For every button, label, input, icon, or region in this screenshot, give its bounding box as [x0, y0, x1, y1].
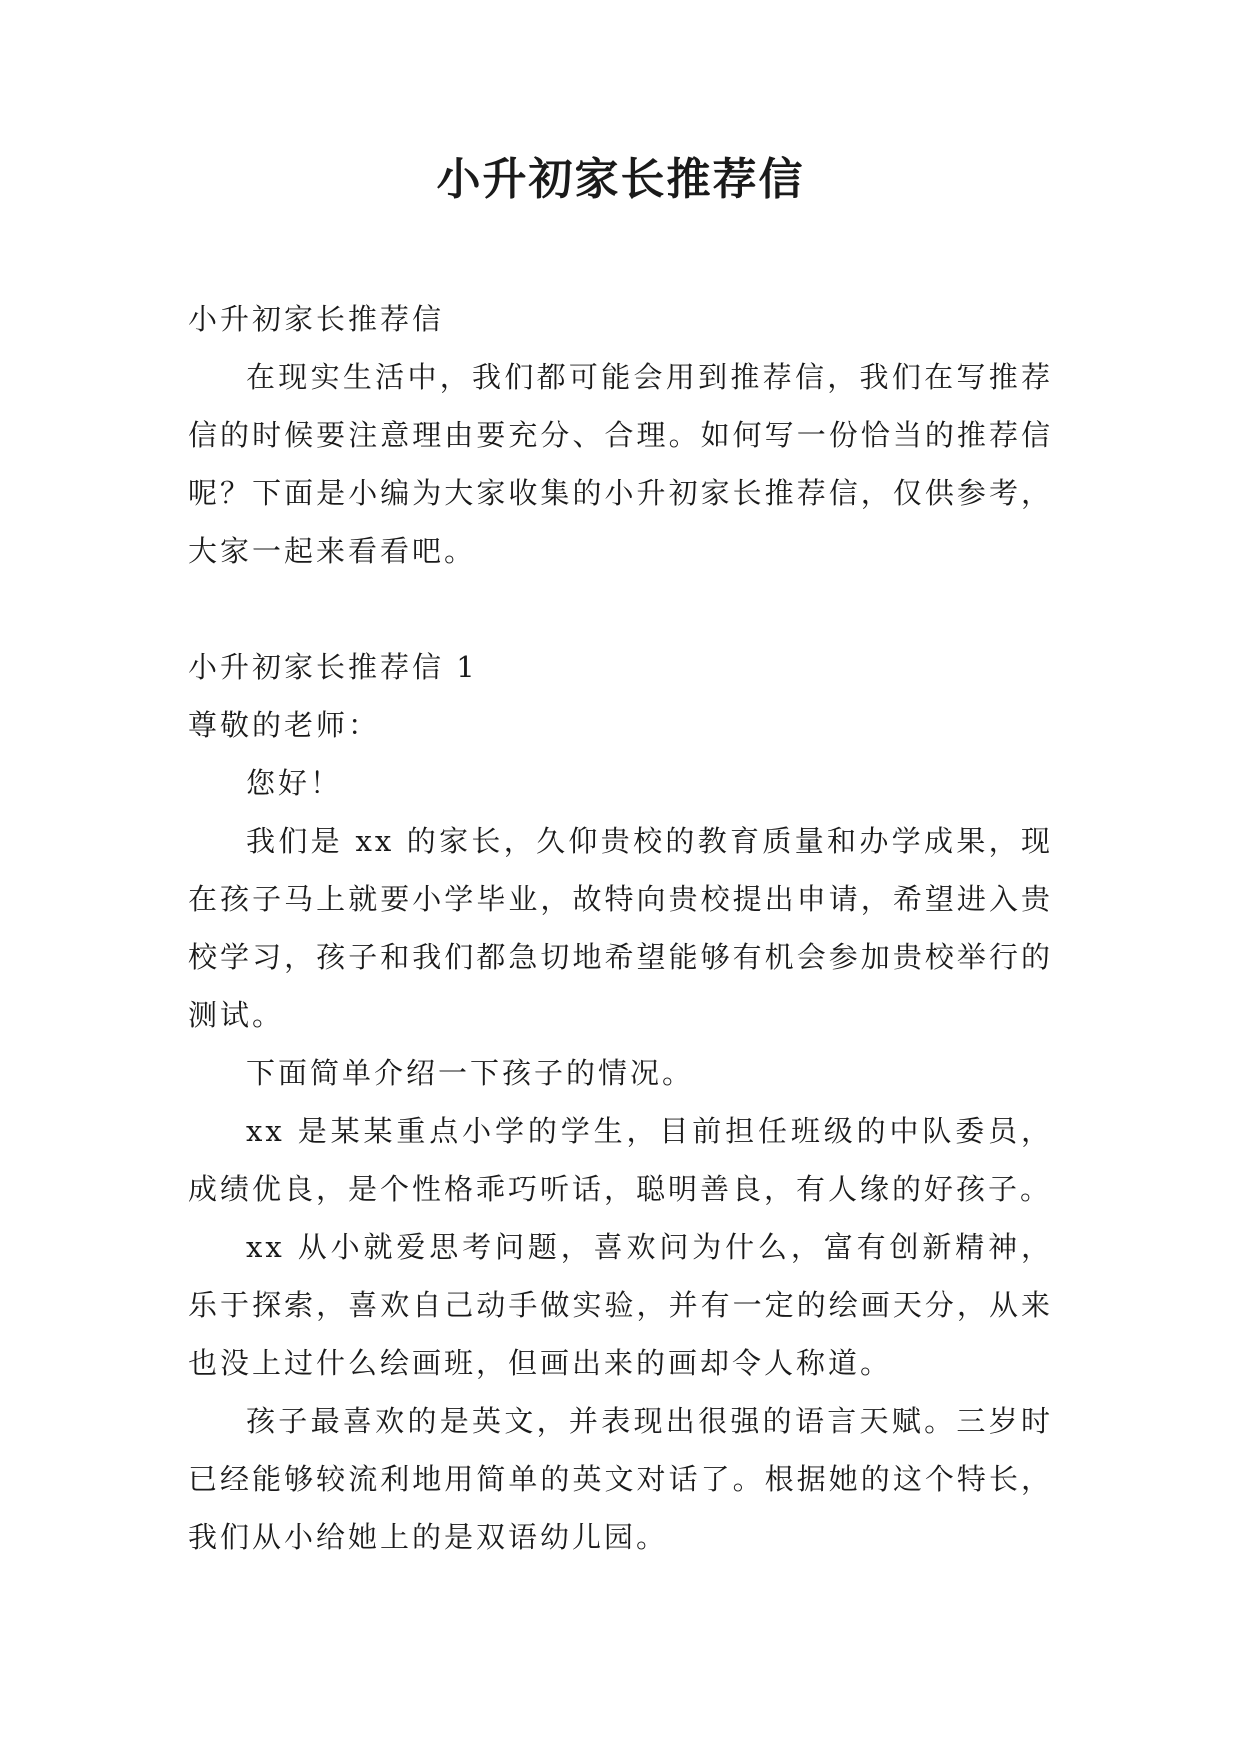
intro-paragraph: 在现实生活中，我们都可能会用到推荐信，我们在写推荐信的时候要注意理由要充分、合理。如何写一份恰当的推荐信呢？下面是小编为大家收集的小升初家长推荐信，仅供参考，大家一起来看看吧。 [188, 360, 1053, 568]
letter-paragraph: 我们是 xx 的家长，久仰贵校的教育质量和办学成果，现在孩子马上就要小学毕业，故特向贵校提出申请，希望进入贵校学习，孩子和我们都急切地希望能够有机会参加贵校举行的测试。 [188, 824, 1053, 1032]
paragraph-spacer [188, 580, 1053, 638]
letter-paragraph: 孩子最喜欢的是英文，并表现出很强的语言天赋。三岁时已经能够较流利地用简单的英文对话了。根据她的这个特长，我们从小给她上的是双语幼儿园。 [188, 1404, 1053, 1554]
letter-paragraph: xx 是某某重点小学的学生，目前担任班级的中队委员，成绩优良，是个性格乖巧听话，聪明善良，有人缘的好孩子。 [188, 1114, 1053, 1206]
letter-paragraph: xx 从小就爱思考问题，喜欢问为什么，富有创新精神，乐于探索，喜欢自己动手做实验，并有一定的绘画天分，从来也没上过什么绘画班，但画出来的画却令人称道。 [188, 1230, 1053, 1380]
document-subtitle: 小升初家长推荐信 [188, 302, 445, 336]
letter-paragraph: 下面简单介绍一下孩子的情况。 [246, 1056, 695, 1090]
letter-greeting: 您好！ [246, 766, 343, 800]
section-heading: 小升初家长推荐信 1 [188, 650, 478, 684]
page-title: 小升初家长推荐信 [436, 154, 805, 205]
document-body [188, 290, 1053, 1566]
letter-salutation: 尊敬的老师： [188, 708, 381, 742]
